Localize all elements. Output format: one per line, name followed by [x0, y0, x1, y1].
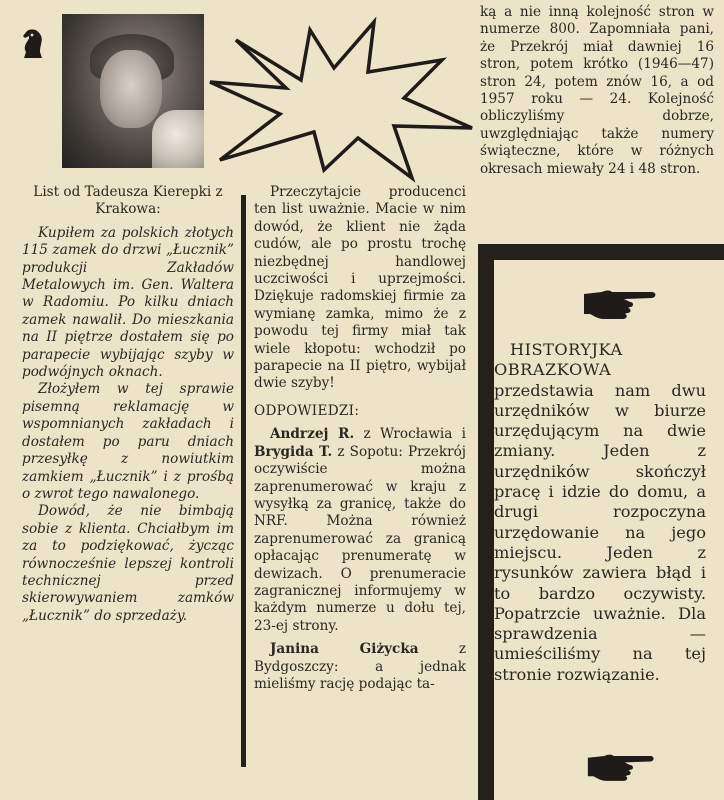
- answer-2: [254, 641, 466, 693]
- portrait-photo: [62, 14, 204, 168]
- answer-1: [254, 426, 466, 635]
- answer-continuation-column: [480, 4, 714, 178]
- answer-1-mid: z Wrocławia i: [354, 426, 466, 443]
- letter-heading: List od Tadeusza Kierepki z Krakowa:: [33, 184, 223, 218]
- editor-comment: Przeczytajcie producenci ten list uważnie. Macie w nim dowód, że klient nie żąda cudów, ale po prostu trochę niezbędnej handlowej uczciwości i uprzejmości. Dziękuje radomskiej firmie za wymianę zamka, mimo że z powodu tej firmy miał tak wiele kłopotu: wchodził po parapecie na II piętro, wybijał dwie szyby!: [254, 184, 466, 392]
- answers-label: ODPOWIEDZI:: [254, 402, 360, 419]
- historyjka-column: [494, 340, 706, 685]
- chess-knight-icon: [18, 26, 48, 60]
- starburst-icon: [206, 10, 478, 188]
- answer-1-text: z Sopotu: Przekrój oczywiście można zaprenumerować w kraju z wysyłką za granicę, także do NRF. Można również zaprenumerować za granicą opłacając prenumeratę w dewizach. O prenumeracie zagranicznej informujemy w każdym numerze u dołu tej, 23-ej strony.: [254, 443, 466, 634]
- historyjka-text: przedstawia nam dwu urzędników w biurze urzędującym na dwie zmiany. Jeden z urzędników skończył pracę i idzie do domu, a drugi rozpoczyna urzędowanie na jego miejscu. Jeden z rysunków zawiera błąd i to bardzo oczywisty. Popatrzcie uważnie. Dla sprawdzenia — umieściliśmy na tej stronie rozwiązanie.: [494, 380, 706, 684]
- answer-2-name: Janina Giżycka: [270, 641, 419, 658]
- letter-paragraph-1: Kupiłem za polskich złotych 115 zamek do drzwi „Łucznik” produkcji Zakładów Metalowych im. Gen. Waltera w Radomiu. Po kilku dniach zamek nawalił. Do mieszkania na II piętrze dostałem się po parapecie wybijając szyby w podwójnych oknach.: [22, 224, 234, 381]
- letter-paragraph-3: Dowód, że nie bimbają sobie z klienta. Chciałbym im za to podziękować, życząc równocześnie lepszej kontroli technicznej przed skierowywaniem zamków „Łucznik” do sprzedaży.: [22, 503, 234, 624]
- box-frame-left: [478, 244, 494, 800]
- answer-2-text: z Bydgoszczy: a jednak mieliśmy rację podając ta-: [254, 641, 466, 692]
- letter-column: [22, 184, 234, 625]
- answer-2-continued: ką a nie inną kolejność stron w numerze 800. Zapomniała pani, że Przekrój miał dawniej 16 stron, potem krótko (1946—47) stron 24, potem znów 16, a od 1957 roku — 24. Kolejność obliczyliśmy dobrze, uwzględniając także numery świąteczne, które w różnych okresach miewały 24 i 48 stron.: [480, 4, 714, 177]
- answer-1-name-1: Andrzej R.: [270, 426, 355, 443]
- box-frame-top: [478, 244, 724, 260]
- historyjka-title: HISTORYJKA OBRAZKOWA: [494, 340, 623, 380]
- editor-column: [254, 184, 466, 693]
- answer-1-name-2: Brygida T.: [254, 443, 333, 460]
- historyjka-paragraph: [494, 340, 706, 685]
- column-divider: [241, 195, 246, 767]
- letter-paragraph-2: Złożyłem w tej sprawie pisemną reklamację w wspomnianych zakładach i dostałem po paru dniach przesyłkę z nowiutkim zamkiem „Łucznik” i z prośbą o zwrot tego nawalonego.: [22, 381, 234, 502]
- pointing-hand-icon: [586, 748, 656, 786]
- pointing-hand-icon: [582, 284, 658, 324]
